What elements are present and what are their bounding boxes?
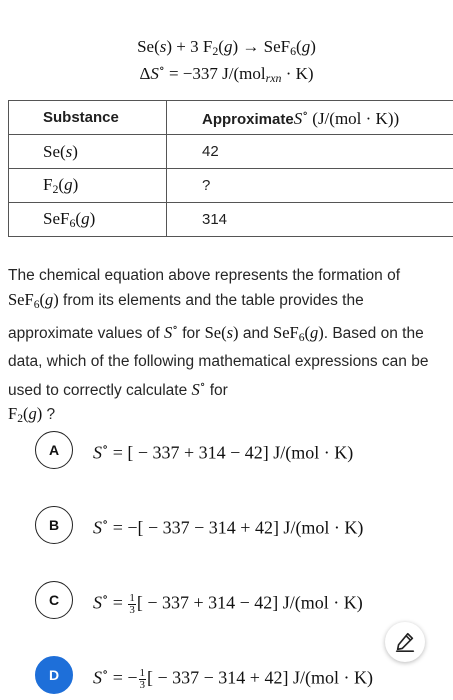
option-a-expression: S∘ = [ − 337 + 314 − 42] J/(mol · K) [93,440,354,463]
substance-f2: $F_2(g)$ [9,169,167,203]
option-d-expression: S∘ = − $\frac{1}{3}$ [ − 337 − 314 + 42] J/(mol · K) [93,665,373,691]
option-c-bubble[interactable]: C [35,581,73,619]
table-row [9,169,453,203]
substance-sef6: SeF$_6$(g) [9,203,167,237]
option-b-expression: S∘ = −[ − 337 − 314 + 42] J/(mol · K) [93,515,364,538]
reaction-equation: Se(s) + 3 $F_2(g) \to SeF_6(g)$ [137,37,316,58]
option-c-expression: S∘ = $\frac{1}{3}$ [ − 337 + 314 − 42] J/(mol · K) [93,590,363,616]
option-d[interactable] [35,656,445,696]
value-se: 42 [167,135,453,169]
value-sef6: 314 [167,203,453,237]
table-row [9,135,453,169]
entropy-change: ΔS∘ = −337 J/(mol$_{rxn}$ · K) [139,61,314,86]
table-header-row [9,101,453,135]
entropy-table [8,100,453,237]
header-entropy: ApproximateS∘ (J/(mol · K)) [167,101,453,135]
option-a[interactable] [35,431,445,471]
pen-icon [394,631,416,653]
table-row [9,203,453,237]
substance-se: Se(s) [9,135,167,169]
option-b[interactable] [35,506,445,546]
option-c[interactable] [35,581,445,621]
header-substance: Substance [9,101,167,135]
value-f2: ? [167,169,453,203]
pen-button[interactable] [385,622,425,662]
header-approximate: Approximate [202,111,294,129]
option-d-bubble[interactable]: D [35,656,73,694]
question-text: The chemical equation above represents the formation of SeF$_6$(g) from its elements and the table provides the approximate values of S∘ for Se(s) and SeF$_6$(g). Based on the data, which of the following mathematical expressions can be used to correctly calculate S∘ for $F_2(g)$ ? [8,267,429,425]
option-a-bubble[interactable]: A [35,431,73,469]
option-b-bubble[interactable]: B [35,506,73,544]
